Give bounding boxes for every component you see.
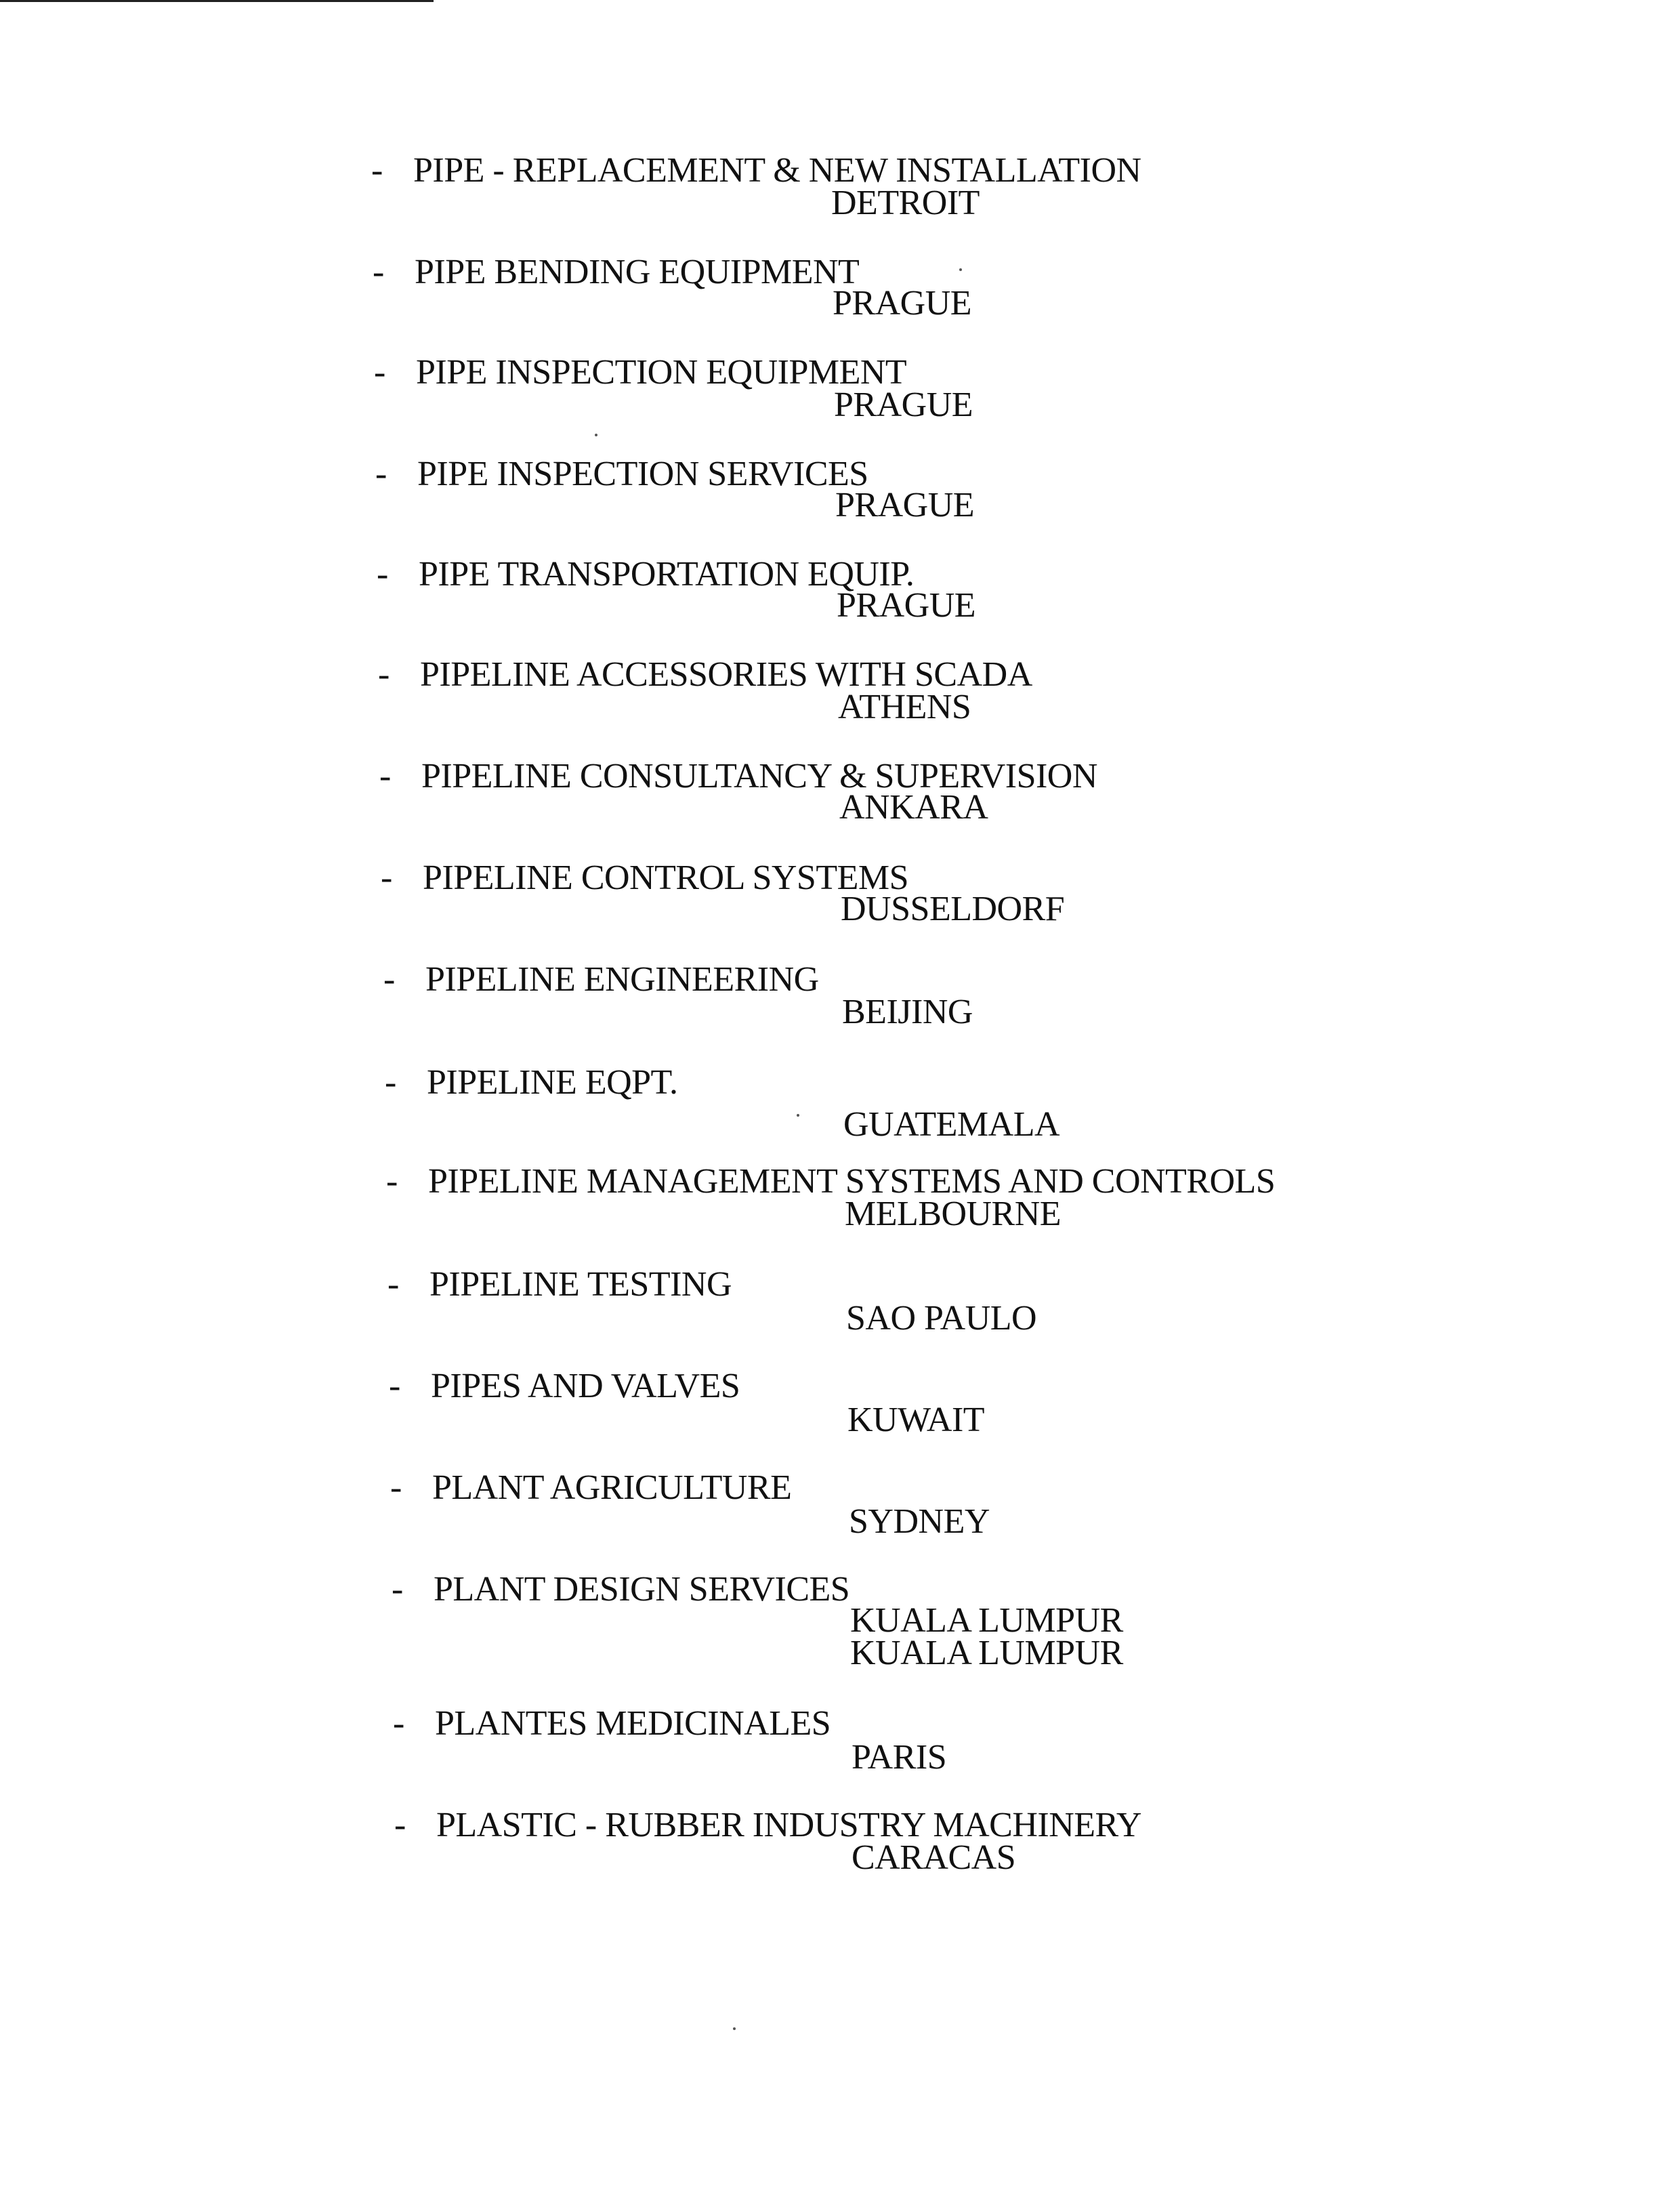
item-dash: -: [375, 455, 387, 493]
item-city: KUALA LUMPUR: [850, 1601, 1123, 1640]
item-label: PIPE TRANSPORTATION EQUIP.: [419, 555, 915, 594]
item-city: PRAGUE: [834, 386, 973, 424]
item-label: PIPE - REPLACEMENT & NEW INSTALLATION: [413, 151, 1141, 190]
item-city: BEIJING: [842, 993, 973, 1031]
scan-speck: [595, 434, 597, 436]
scan-speck: [797, 1114, 799, 1117]
item-city: PARIS: [852, 1738, 947, 1777]
item-dash: -: [392, 1570, 404, 1609]
item-label: PIPELINE CONTROL SYSTEMS: [423, 859, 909, 897]
item-label: PLANT AGRICULTURE: [432, 1468, 792, 1507]
item-dash: -: [379, 757, 392, 795]
item-dash: -: [373, 253, 385, 291]
item-city: MELBOURNE: [845, 1195, 1062, 1233]
item-label: PIPELINE TESTING: [429, 1265, 732, 1304]
item-dash: -: [374, 353, 386, 392]
item-dash: -: [378, 655, 390, 694]
item-label: PIPE INSPECTION EQUIPMENT: [416, 353, 907, 392]
item-dash: -: [385, 1063, 397, 1102]
item-city: SYDNEY: [849, 1502, 990, 1541]
item-label: PIPELINE EQPT.: [427, 1063, 678, 1102]
item-city: PRAGUE: [833, 284, 972, 323]
item-label: PIPELINE MANAGEMENT SYSTEMS AND CONTROLS: [428, 1162, 1276, 1201]
item-label: PIPELINE ACCESSORIES WITH SCADA: [420, 655, 1032, 694]
item-city: SAO PAULO: [846, 1299, 1037, 1338]
item-city: ATHENS: [838, 688, 971, 726]
item-city: GUATEMALA: [843, 1105, 1060, 1144]
item-city: PRAGUE: [837, 586, 976, 625]
item-dash: -: [377, 555, 389, 594]
item-city: KUWAIT: [847, 1401, 985, 1439]
item-city: ANKARA: [839, 788, 988, 827]
item-city: CARACAS: [852, 1838, 1016, 1877]
item-label: PIPE INSPECTION SERVICES: [417, 455, 868, 493]
item-label: PIPELINE CONSULTANCY & SUPERVISION: [421, 757, 1097, 795]
item-dash: -: [393, 1704, 405, 1743]
item-city: DETROIT: [831, 184, 980, 222]
scan-speck: [733, 2027, 736, 2030]
item-dash: -: [389, 1367, 401, 1405]
item-label: PLANT DESIGN SERVICES: [434, 1570, 850, 1609]
item-label: PIPES AND VALVES: [431, 1367, 740, 1405]
item-dash: -: [371, 151, 383, 190]
item-city: KUALA LUMPUR: [850, 1634, 1123, 1672]
item-dash: -: [390, 1468, 402, 1507]
scan-speck: [959, 268, 962, 271]
item-label: PLASTIC - RUBBER INDUSTRY MACHINERY: [436, 1806, 1141, 1844]
item-dash: -: [381, 859, 393, 897]
item-city: DUSSELDORF: [841, 890, 1065, 928]
item-city: PRAGUE: [835, 486, 975, 524]
item-dash: -: [394, 1806, 406, 1844]
item-dash: -: [387, 1265, 400, 1304]
item-dash: -: [386, 1162, 398, 1201]
item-label: PIPELINE ENGINEERING: [425, 960, 819, 999]
item-dash: -: [383, 960, 396, 999]
item-label: PIPE BENDING EQUIPMENT: [415, 253, 860, 291]
item-label: PLANTES MEDICINALES: [435, 1704, 831, 1743]
